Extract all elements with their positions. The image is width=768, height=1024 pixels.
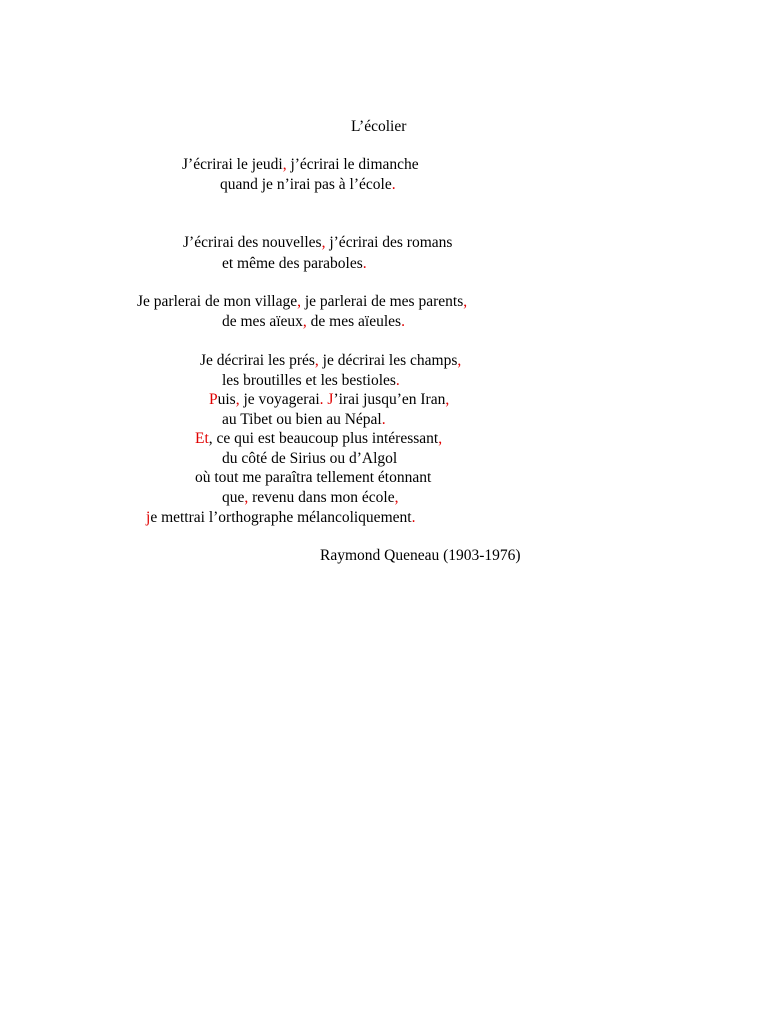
poem-text: je parlerai de mes parents xyxy=(300,293,464,310)
poem-text: je voyagerai xyxy=(239,391,320,408)
highlighted-text: , xyxy=(463,293,468,310)
poem-line xyxy=(182,155,419,175)
highlighted-text: , xyxy=(314,352,319,369)
poem-text: J’écrirai le jeudi xyxy=(182,156,283,173)
poem-text: uis xyxy=(217,391,236,408)
highlighted-text: . xyxy=(362,255,367,272)
poem-line xyxy=(222,312,405,332)
highlighted-text: Et xyxy=(195,430,209,447)
poem-author: Raymond Queneau (1903-1976) xyxy=(320,547,521,564)
poem-line xyxy=(195,468,431,488)
poem-line xyxy=(222,410,386,430)
highlighted-text: , xyxy=(244,489,249,506)
poem-text: ’irai jusqu’en Iran xyxy=(333,391,446,408)
poem-text: Je parlerai de mon village xyxy=(137,293,298,310)
poem-text: , xyxy=(208,430,213,447)
poem-text: que xyxy=(222,489,245,506)
poem-text: quand je n’irai pas à l’école xyxy=(220,176,392,193)
highlighted-text: . xyxy=(391,176,396,193)
poem-text: Je décrirai les prés xyxy=(200,352,315,369)
poem-line xyxy=(222,488,398,508)
poem-line xyxy=(222,371,400,391)
highlighted-text: , xyxy=(394,489,399,506)
highlighted-text: , xyxy=(457,352,462,369)
highlighted-text: . xyxy=(381,411,386,428)
poem-text: où tout me paraîtra tellement étonnant xyxy=(195,469,432,486)
highlighted-text: . xyxy=(319,391,324,408)
poem-text: J’écrirai des nouvelles xyxy=(183,234,322,251)
highlighted-text: , xyxy=(438,430,443,447)
poem-text: de mes aïeules xyxy=(306,313,402,330)
poem-line xyxy=(146,508,415,528)
highlighted-text: , xyxy=(282,156,287,173)
highlighted-text: . xyxy=(411,509,416,526)
poem-line xyxy=(209,390,449,410)
poem-text: revenu dans mon école xyxy=(248,489,395,506)
highlighted-text: J xyxy=(327,391,334,408)
highlighted-text: , xyxy=(445,391,450,408)
poem-line xyxy=(222,254,367,274)
poem-line xyxy=(137,292,467,312)
poem-text: et même des paraboles xyxy=(222,255,363,272)
highlighted-text: , xyxy=(321,234,326,251)
poem-text: de mes aïeux xyxy=(222,313,303,330)
highlighted-text: , xyxy=(297,293,301,310)
poem-line xyxy=(220,175,396,195)
poem-text: j’écrirai le dimanche xyxy=(286,156,419,173)
poem-text: du côté de Sirius ou d’Algol xyxy=(222,450,398,467)
highlighted-text: , xyxy=(235,391,240,408)
poem-text: ce qui est beaucoup plus intéressant xyxy=(212,430,439,447)
poem-title: L’écolier xyxy=(351,118,407,135)
highlighted-text: . xyxy=(395,372,400,389)
highlighted-text: j xyxy=(146,509,151,526)
poem-line xyxy=(200,351,461,371)
poem-text: je décrirai les champs xyxy=(318,352,458,369)
highlighted-text: , xyxy=(302,313,307,330)
poem-line xyxy=(222,449,397,469)
poem-text: j’écrirai des romans xyxy=(325,234,453,251)
poem-text: e mettrai l’orthographe mélancoliquement xyxy=(150,509,412,526)
poem-line xyxy=(195,429,442,449)
poem-line xyxy=(183,233,452,253)
highlighted-text: . xyxy=(401,313,405,330)
highlighted-text: P xyxy=(209,391,218,408)
poem-text: les broutilles et les bestioles xyxy=(222,372,396,389)
poem-text: au Tibet ou bien au Népal xyxy=(222,411,382,428)
